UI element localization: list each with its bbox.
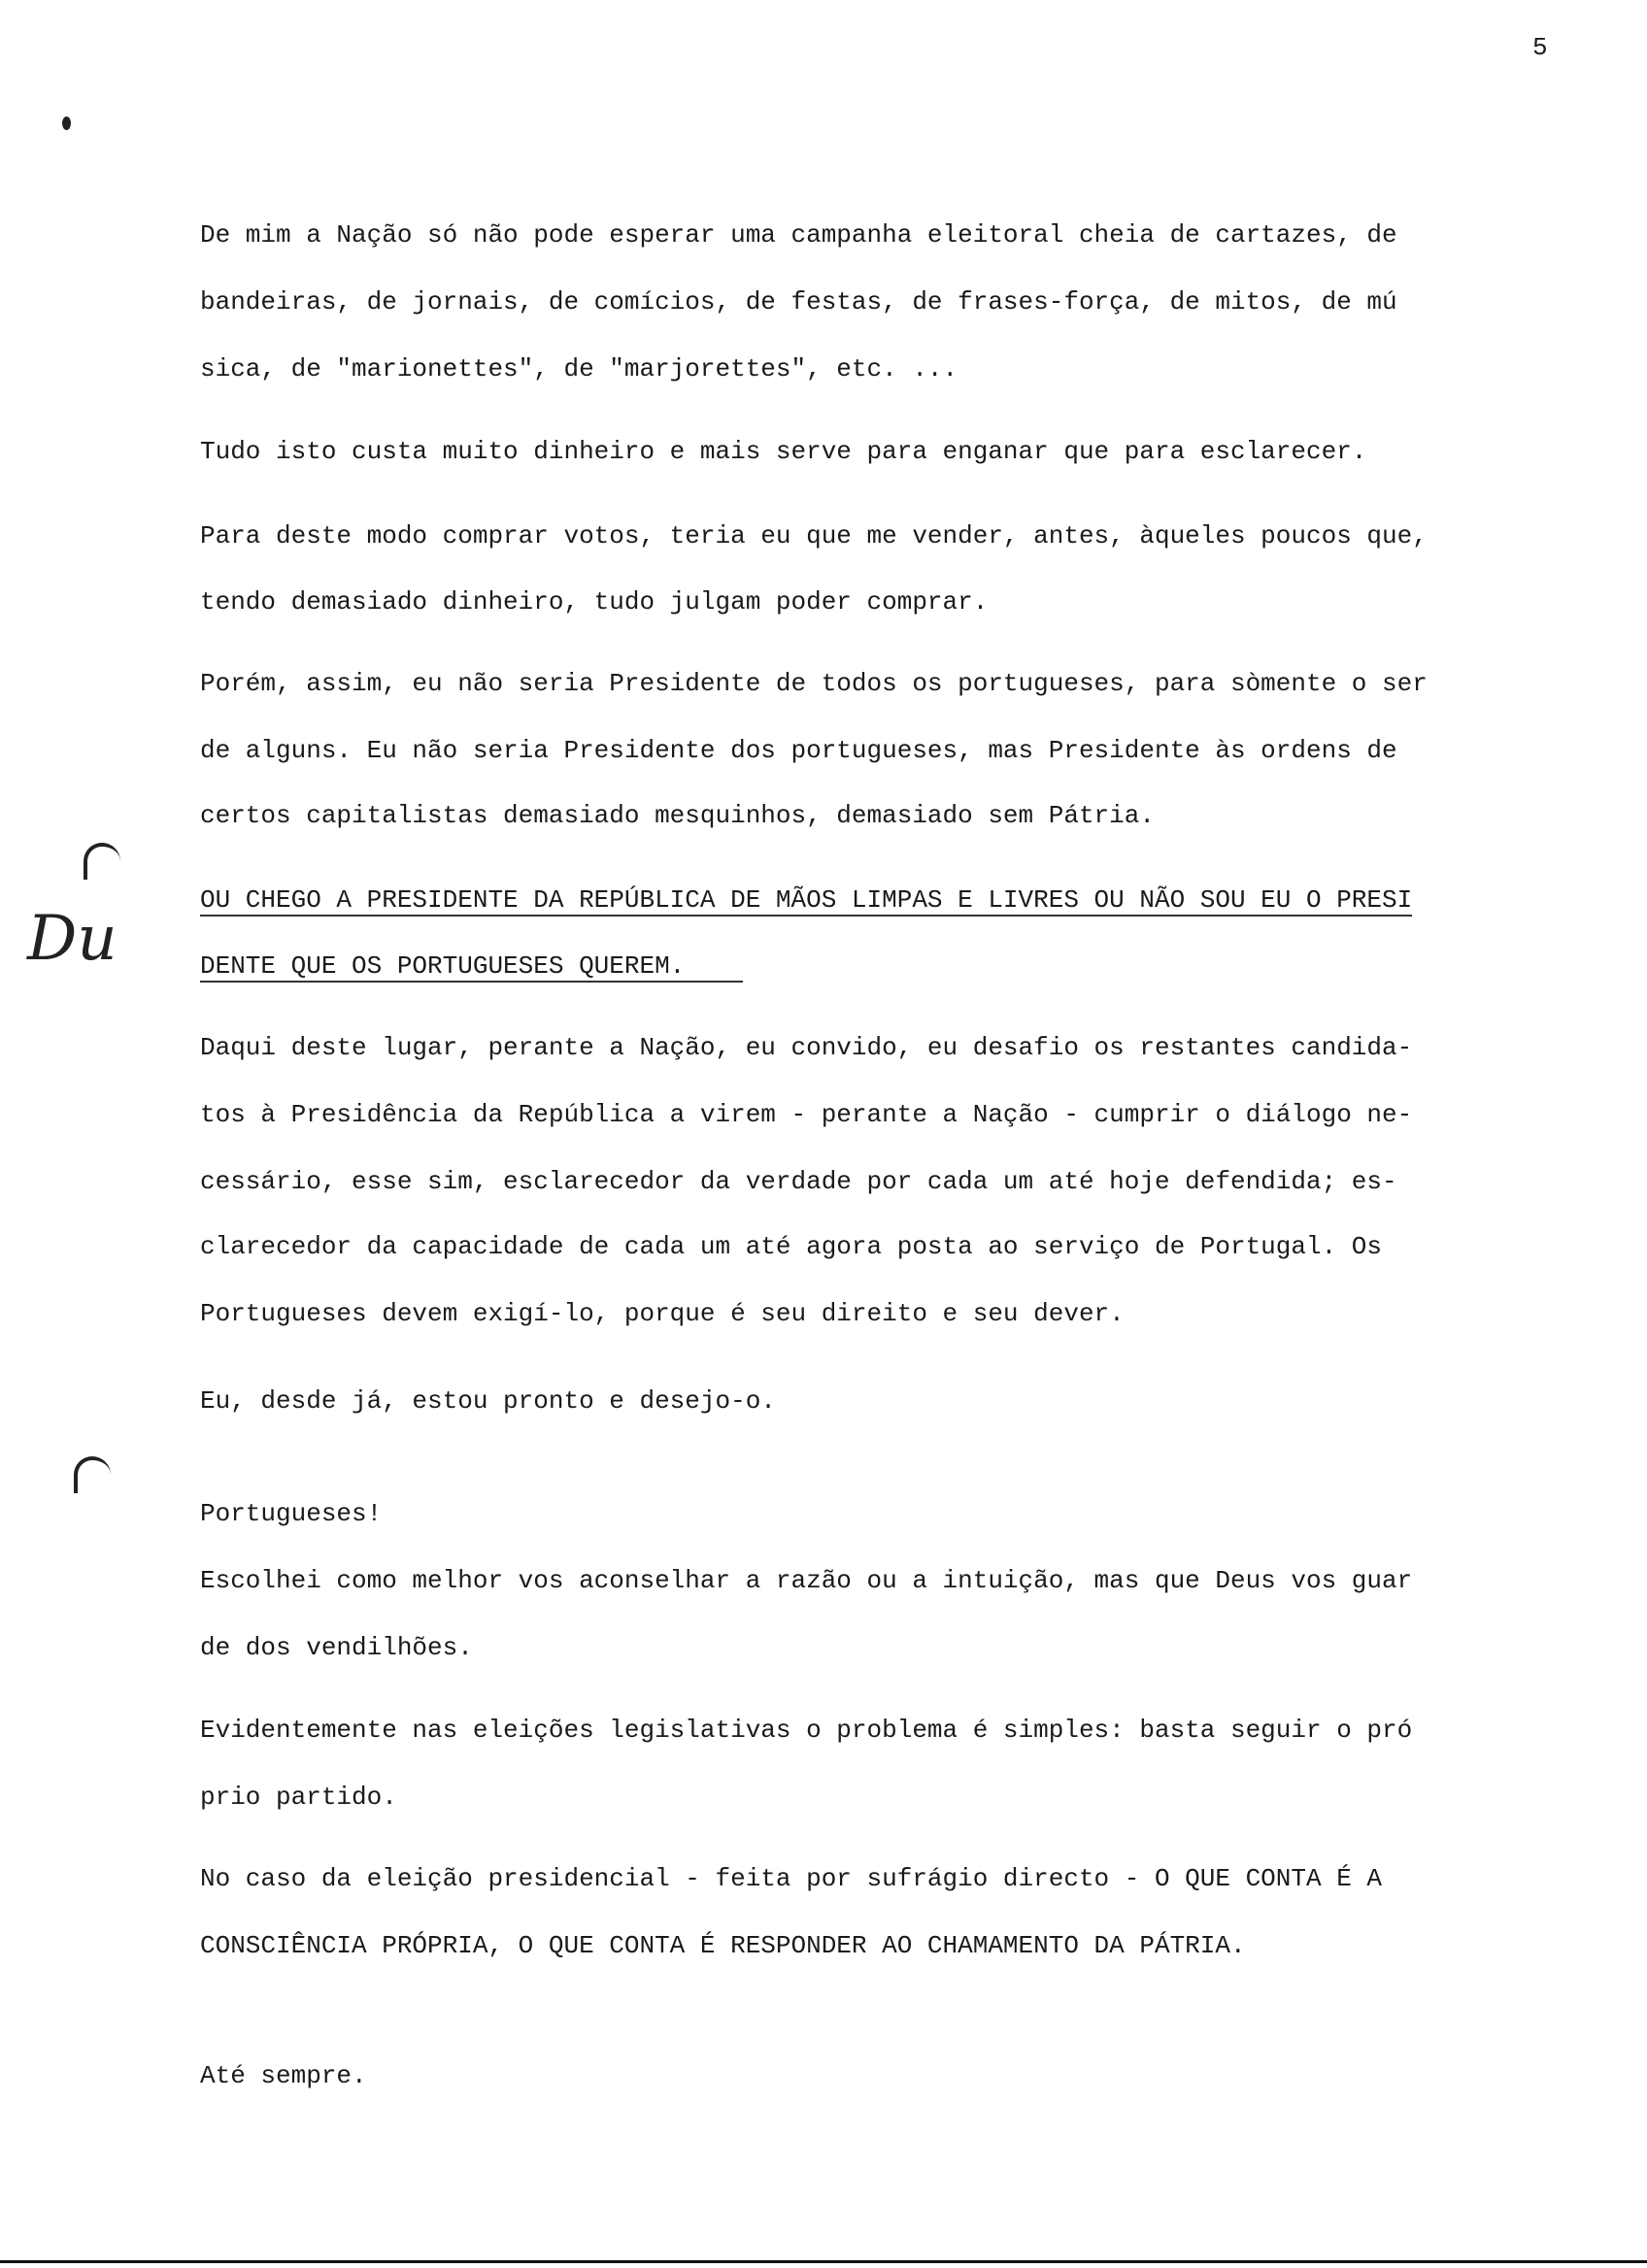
margin-mark	[74, 1456, 111, 1493]
bottom-rule	[0, 2260, 1647, 2263]
body-line: certos capitalistas demasiado mesquinhos, demasiado sem Pátria.	[200, 801, 1155, 830]
body-line: sica, de "marionettes", de "marjorettes", etc. ...	[200, 354, 958, 384]
body-line: Daqui deste lugar, perante a Nação, eu convido, eu desafio os restantes candida-	[200, 1033, 1413, 1062]
body-line: Até sempre.	[200, 2061, 367, 2090]
body-line: No caso da eleição presidencial - feita por sufrágio directo - O QUE CONTA É A	[200, 1864, 1382, 1893]
speck	[62, 117, 71, 130]
body-line: Portugueses devem exigí-lo, porque é seu direito e seu dever.	[200, 1299, 1125, 1328]
body-line: De mim a Nação só não pode esperar uma campanha eleitoral cheia de cartazes, de	[200, 220, 1397, 250]
body-line: bandeiras, de jornais, de comícios, de festas, de frases-força, de mitos, de mú	[200, 287, 1397, 317]
emphasis-line: DENTE QUE OS PORTUGUESES QUEREM.	[200, 951, 743, 983]
body-line: Tudo isto custa muito dinheiro e mais serve para enganar que para esclarecer.	[200, 437, 1367, 466]
margin-mark	[84, 843, 120, 880]
body-line: de alguns. Eu não seria Presidente dos portugueses, mas Presidente às ordens de	[200, 736, 1397, 765]
body-line: Escolhei como melhor vos aconselhar a razão ou a intuição, mas que Deus vos guar	[200, 1566, 1413, 1595]
emphasis-line: OU CHEGO A PRESIDENTE DA REPÚBLICA DE MÃOS LIMPAS E LIVRES OU NÃO SOU EU O PRESI	[200, 885, 1413, 915]
body-line: Portugueses!	[200, 1499, 383, 1528]
body-line: tos à Presidência da República a virem - perante a Nação - cumprir o diálogo ne-	[200, 1100, 1413, 1129]
body-line: Evidentemente nas eleições legislativas o problema é simples: basta seguir o pró	[200, 1716, 1413, 1745]
margin-handwritten-note: Du	[27, 903, 118, 975]
body-line: Para deste modo comprar votos, teria eu que me vender, antes, àqueles poucos que,	[200, 521, 1428, 550]
body-line: tendo demasiado dinheiro, tudo julgam poder comprar.	[200, 587, 989, 617]
body-line: cessário, esse sim, esclarecedor da verdade por cada um até hoje defendida; es-	[200, 1167, 1397, 1196]
body-line: de dos vendilhões.	[200, 1633, 473, 1662]
body-line: clarecedor da capacidade de cada um até agora posta ao serviço de Portugal. Os	[200, 1232, 1382, 1261]
body-line: prio partido.	[200, 1783, 397, 1812]
body-line: Eu, desde já, estou pronto e desejo-o.	[200, 1386, 776, 1416]
page-number: 5	[1532, 33, 1548, 62]
body-line: Porém, assim, eu não seria Presidente de todos os portugueses, para sòmente o ser	[200, 669, 1428, 698]
body-line: CONSCIÊNCIA PRÓPRIA, O QUE CONTA É RESPONDER AO CHAMAMENTO DA PÁTRIA.	[200, 1931, 1246, 1960]
